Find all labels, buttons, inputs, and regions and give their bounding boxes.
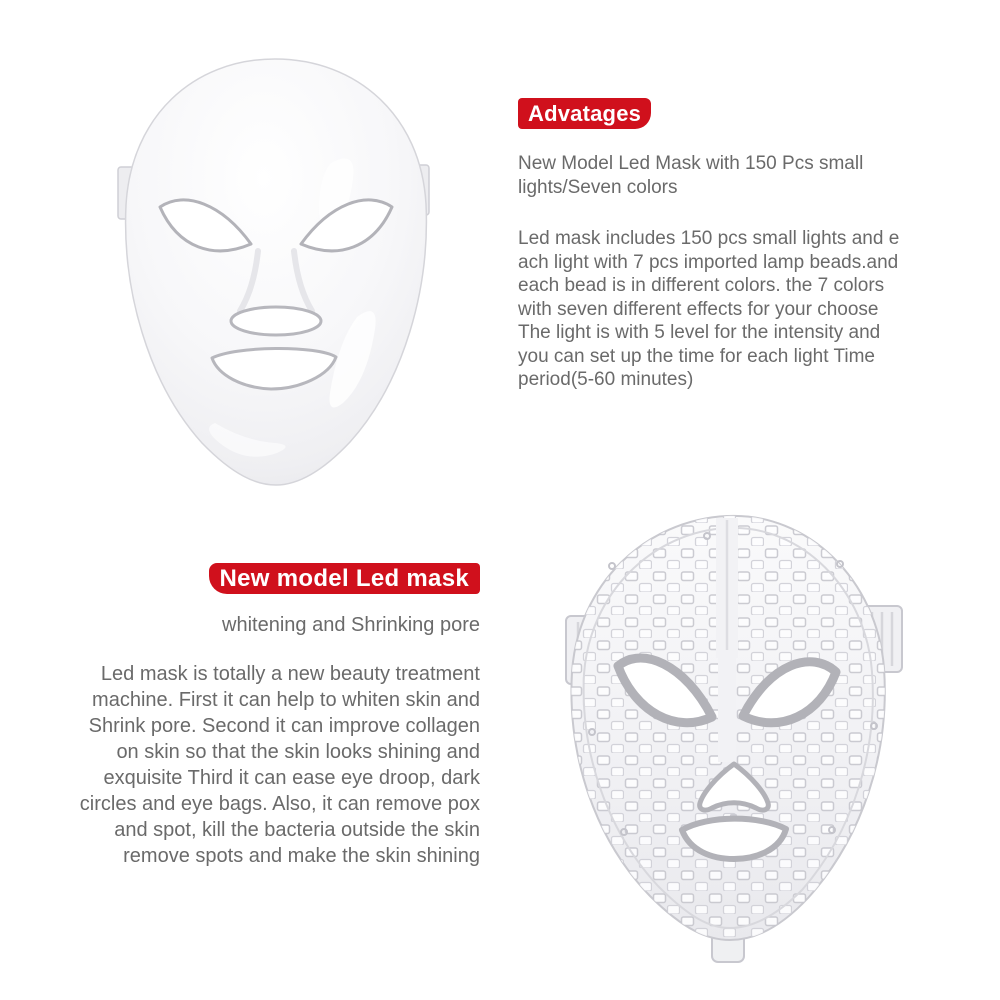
body-line: period(5-60 minutes): [518, 369, 694, 390]
subtitle-line: New Model Led Mask with 150 Pcs small: [518, 153, 864, 174]
advantages-subtitle: [518, 152, 973, 199]
subtitle-line: whitening and Shrinking pore: [222, 614, 480, 636]
body-line: on skin so that the skin looks shining and: [116, 741, 480, 763]
body-line: Led mask includes 150 pcs small lights and e: [518, 228, 900, 249]
body-line: with seven different effects for your choose: [518, 298, 879, 320]
body-line: each bead is in different colors. the 7 colors: [518, 275, 885, 296]
body-line: exquisite Third it can ease eye droop, dark: [103, 767, 480, 789]
clear-led-mask-image: [540, 500, 940, 970]
body-line: ach light with 7 pcs imported lamp beads.and: [518, 251, 899, 273]
body-line: remove spots and make the skin shining: [123, 845, 480, 867]
white-led-mask-drawing: [95, 55, 485, 495]
body-line: machine. First it can help to whiten skin and: [92, 689, 480, 711]
body-line: Shrink pore. Second it can improve collagen: [88, 715, 480, 737]
mask-face-shell: [126, 59, 427, 485]
nose-cutout: [231, 307, 321, 335]
new-model-subtitle: [58, 612, 480, 639]
body-line: Led mask is totally a new beauty treatment: [100, 663, 480, 685]
advantages-section: [518, 98, 973, 392]
body-line: you can set up the time for each light Time: [518, 345, 875, 367]
body-line: and spot, kill the bacteria outside the skin: [114, 819, 480, 841]
clear-led-mask-drawing: [540, 500, 940, 970]
subtitle-line: lights/Seven colors: [518, 176, 678, 198]
new-model-section: [58, 563, 480, 869]
new-model-heading: New model Led mask: [209, 563, 480, 594]
body-line: circles and eye bags. Also, it can remove pox: [79, 793, 480, 815]
advantages-heading: Advatages: [518, 98, 651, 129]
white-led-mask-image: [95, 55, 485, 495]
new-model-body: [58, 661, 480, 869]
advantages-body: [518, 227, 973, 392]
body-line: The light is with 5 level for the intensity and: [518, 322, 881, 343]
